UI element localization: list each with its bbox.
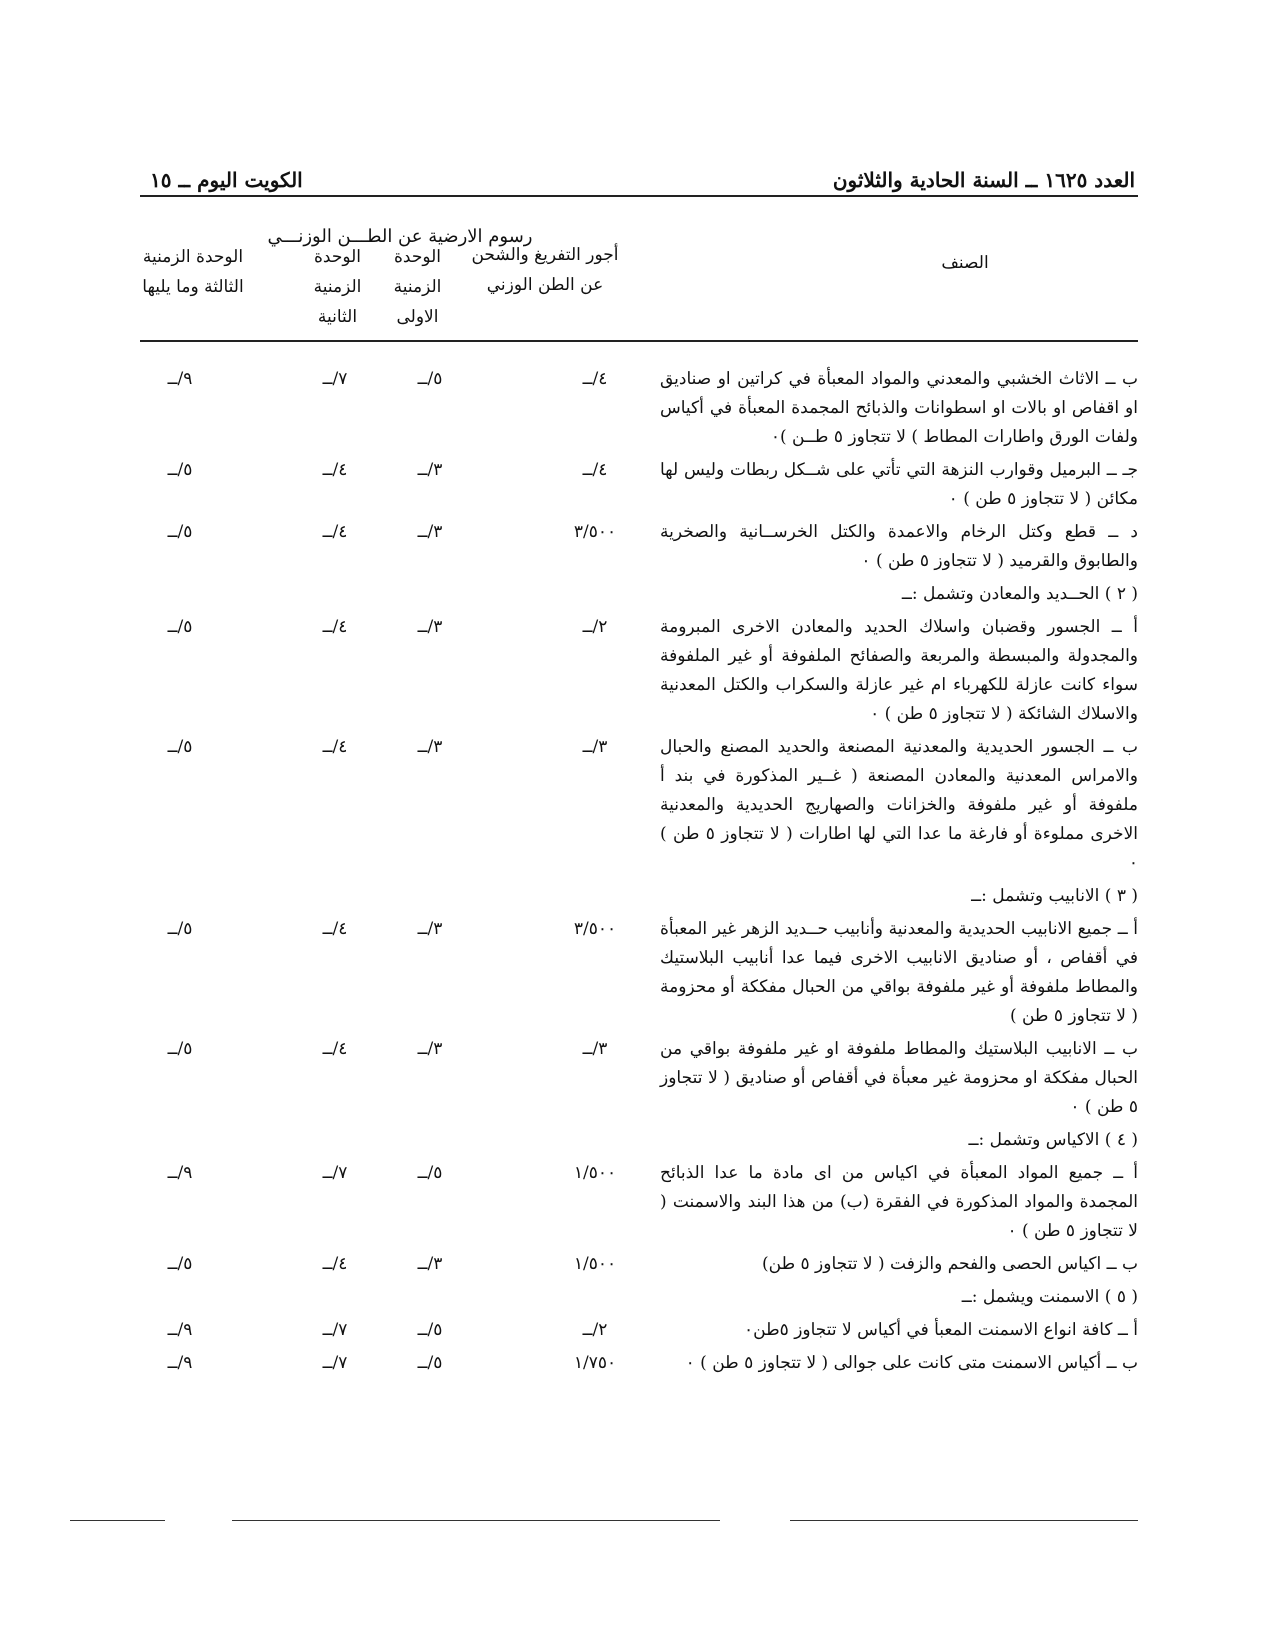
unload-fee: ١/٥٠٠ — [573, 1254, 617, 1274]
footer-rule — [70, 1520, 165, 1521]
fee-period-2: ٤/ــ — [322, 737, 348, 757]
section-heading: ( ٥ ) الاسمنت ويشمل :ــ — [961, 1287, 1138, 1307]
tariff-table — [140, 365, 1138, 1382]
fee-period-1: ٥/ــ — [417, 1353, 443, 1373]
col-item-header: الصنف — [941, 253, 989, 273]
fee-period-1: ٥/ــ — [417, 369, 443, 389]
ground-fees-title: رسوم الارضية عن الطـــن الوزنـــي — [267, 226, 533, 247]
fee-period-2: ٧/ــ — [322, 1163, 348, 1183]
table-row — [140, 1159, 1138, 1246]
item-description: أ ــ جميع المواد المعبأة في اكياس من اى مادة ما عدا الذبائح المجمدة والمواد المذكورة في الفقرة (ب) من هذا البند والاسمنت ( لا تتجاوز ٥ طن ) ٠ — [660, 1163, 1138, 1241]
item-description: ب ــ الاثاث الخشبي والمعدني والمواد المعبأة في كراتين او صناديق او اقفاص او بالات او اسطوانات والذبائح المجمدة المعبأة في أكياس ولفات الورق واطارات المطاط ) لا تتجاوز ٥ طــن )٠ — [660, 369, 1138, 447]
fee-period-3: ٩/ــ — [167, 1163, 193, 1183]
fee-period-3: ٥/ــ — [167, 919, 193, 939]
unload-fee: ٢/ــ — [582, 1320, 608, 1340]
fee-period-1: ٥/ــ — [417, 1163, 443, 1183]
fee-period-2: ٤/ــ — [322, 1039, 348, 1059]
unload-fee: ٣/ــ — [582, 1039, 608, 1059]
unload-fee: ٣/ــ — [582, 737, 608, 757]
col-t2-header: الوحدة الزمنية الثانية — [313, 247, 362, 327]
fee-period-3: ٩/ــ — [167, 369, 193, 389]
fee-period-1: ٣/ــ — [417, 617, 443, 637]
fee-period-2: ٤/ــ — [322, 1254, 348, 1274]
col-unload-header: أجور التفريغ والشحن عن الطن الوزني — [471, 245, 619, 295]
table-row — [140, 365, 1138, 452]
footer-rule — [232, 1520, 720, 1521]
item-description: أ ــ الجسور وقضبان واسلاك الحديد والمعادن الاخرى المبرومة والمجدولة والمبسطة والمربعة والصفائح الملفوفة أو غير الملفوفة سواء كانت عازلة للكهرباء ام غير عازلة والسكراب والكتل المعدنية والاسلاك الشائكة ( لا تتجاوز ٥ طن ) ٠ — [660, 617, 1138, 724]
unload-fee: ١/٧٥٠ — [573, 1353, 617, 1373]
fee-period-2: ٤/ــ — [322, 522, 348, 542]
fee-period-2: ٤/ــ — [322, 617, 348, 637]
item-description: أ ــ كافة انواع الاسمنت المعبأ في أكياس لا تتجاوز ٥طن٠ — [744, 1320, 1138, 1340]
item-description: ب ــ أكياس الاسمنت متى كانت على جوالى ( لا تتجاوز ٥ طن ) ٠ — [685, 1353, 1138, 1373]
fee-period-3: ٥/ــ — [167, 522, 193, 542]
fee-period-1: ٣/ــ — [417, 737, 443, 757]
issue-header: العدد ١٦٢٥ ــ السنة الحادية والثلاثون — [832, 168, 1135, 192]
fee-period-1: ٣/ــ — [417, 522, 443, 542]
footer-rule — [790, 1520, 1138, 1521]
col-t3-header: الوحدة الزمنية الثالثة وما يليها — [142, 247, 244, 297]
table-row — [140, 613, 1138, 729]
col-t1-header: الوحدة الزمنية الاولى — [393, 247, 442, 327]
unload-fee: ٢/ــ — [582, 617, 608, 637]
header-rule — [140, 195, 1138, 197]
item-description: ب ــ اكياس الحصى والفحم والزفت ( لا تتجاوز ٥ طن) — [762, 1254, 1138, 1274]
table-row — [140, 733, 1138, 878]
table-row — [140, 1250, 1138, 1279]
fee-period-2: ٤/ــ — [322, 919, 348, 939]
fee-period-1: ٣/ــ — [417, 1039, 443, 1059]
fee-period-3: ٩/ــ — [167, 1320, 193, 1340]
fee-period-2: ٤/ــ — [322, 460, 348, 480]
fee-period-3: ٥/ــ — [167, 1039, 193, 1059]
item-description: د ــ قطع وكتل الرخام والاعمدة والكتل الخرســانية والصخرية والطابوق والقرميد ( لا تتجاوز ٥ طن ) ٠ — [660, 522, 1138, 571]
item-description: ب ــ الانابيب البلاستيك والمطاط ملفوفة او غير ملفوفة بواقي من الحبال مفككة او محزومة غير معبأة في أقفاص أو صناديق ( لا تتجاوز ٥ طن ) ٠ — [660, 1039, 1138, 1117]
fee-period-3: ٥/ــ — [167, 460, 193, 480]
unload-fee: ٤/ــ — [582, 460, 608, 480]
fee-period-3: ٥/ــ — [167, 617, 193, 637]
fee-period-1: ٣/ــ — [417, 919, 443, 939]
table-header-rule — [140, 340, 1138, 342]
section-heading: ( ٤ ) الاكياس وتشمل :ــ — [968, 1130, 1138, 1150]
fee-period-2: ٧/ــ — [322, 369, 348, 389]
item-description: أ ــ جميع الانابيب الحديدية والمعدنية وأنابيب حــديد الزهر غير المعبأة في أقفاص ، أو صناديق الانابيب الاخرى فيما عدا أنابيب البلاستيك والمطاط ملفوفة أو غير ملفوفة بواقي من الحبال مفككة أو محزومة ( لا تتجاوز ٥ طن ) — [660, 919, 1138, 1026]
paper-header: الكويت اليوم ــ ١٥ — [150, 168, 303, 192]
fee-period-3: ٥/ــ — [167, 737, 193, 757]
fee-period-3: ٩/ــ — [167, 1353, 193, 1373]
table-row — [140, 518, 1138, 576]
unload-fee: ٣/٥٠٠ — [573, 919, 617, 939]
unload-fee: ١/٥٠٠ — [573, 1163, 617, 1183]
section-heading: ( ٣ ) الانابيب وتشمل :ــ — [971, 886, 1138, 906]
fee-period-3: ٥/ــ — [167, 1254, 193, 1274]
fee-period-1: ٣/ــ — [417, 1254, 443, 1274]
table-row — [140, 1035, 1138, 1122]
fee-period-2: ٧/ــ — [322, 1320, 348, 1340]
fee-period-2: ٧/ــ — [322, 1353, 348, 1373]
table-row — [140, 1349, 1138, 1378]
item-description: جـ ــ البرميل وقوارب النزهة التي تأتي على شــكل ربطات وليس لها مكائن ( لا تتجاوز ٥ طن ) ٠ — [660, 460, 1138, 509]
unload-fee: ٤/ــ — [582, 369, 608, 389]
fee-period-1: ٣/ــ — [417, 460, 443, 480]
table-row — [140, 456, 1138, 514]
fee-period-1: ٥/ــ — [417, 1320, 443, 1340]
table-row — [140, 1316, 1138, 1345]
unload-fee: ٣/٥٠٠ — [573, 522, 617, 542]
section-heading: ( ٢ ) الحــديد والمعادن وتشمل :ــ — [901, 584, 1138, 604]
item-description: ب ــ الجسور الحديدية والمعدنية المصنعة والحديد المصنع والحبال والامراس المعدنية والمعادن المصنعة ( غــير المذكورة في بند أ ملفوفة أو غير ملفوفة والخزانات والصهاريج الحديدية والمعدنية الاخرى مملوءة أو فارغة ما عدا التي لها اطارات ( لا تتجاوز ٥ طن ) ٠ — [660, 737, 1138, 873]
table-row — [140, 915, 1138, 1031]
